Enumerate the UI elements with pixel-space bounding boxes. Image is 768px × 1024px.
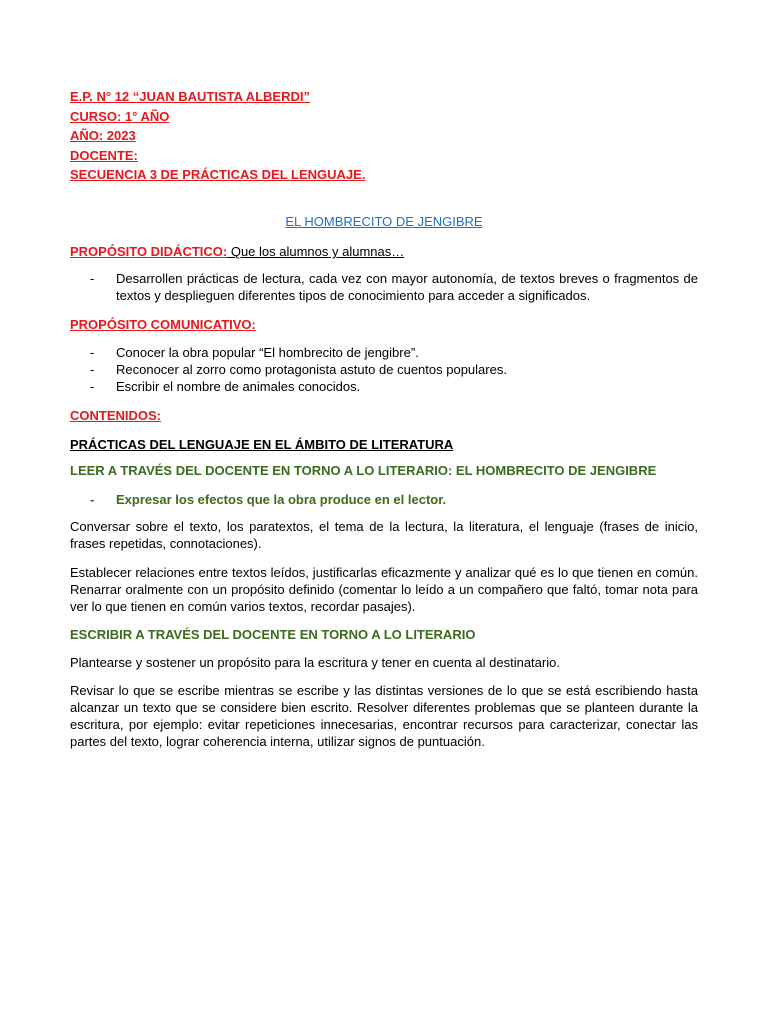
escribir-heading (70, 626, 698, 643)
ambito-heading (70, 436, 698, 453)
bullet-dash: - (90, 345, 95, 360)
bullet-dash: - (90, 492, 95, 507)
list-item-text: Escribir el nombre de animales conocidos. (116, 379, 361, 394)
school-name: E.P. N° 12 “JUAN BAUTISTA ALBERDI” (70, 89, 310, 104)
anio-line: AÑO: 2023 (70, 128, 136, 143)
proposito-didactico-text: Que los alumnos y alumnas… (227, 244, 405, 259)
list-item (70, 361, 698, 378)
contenidos-label: CONTENIDOS: (70, 408, 161, 423)
list-item (70, 344, 698, 361)
list-item-text: Conocer la obra popular “El hombrecito de jengibre”. (116, 345, 419, 360)
proposito-didactico-label: PROPÓSITO DIDÁCTICO: (70, 244, 228, 259)
list-item-text: Reconocer al zorro como protagonista astuto de cuentos populares. (116, 362, 507, 377)
leer-heading (70, 462, 698, 479)
list-item (70, 270, 698, 304)
list-item (70, 491, 698, 508)
paragraph-2: Establecer relaciones entre textos leídos, justificarlas eficazmente y analizar qué es lo que tienen en común. Renarrar oralmente con un propósito definido (comentar lo leído a un compañero que faltó, tomar nota para ver lo que tienen en común varios textos, recordar pasajes). (70, 565, 698, 614)
bullet-dash: - (90, 362, 95, 377)
paragraph-3: Plantearse y sostener un propósito para la escritura y tener en cuenta al destinatario. (70, 655, 560, 670)
proposito-didactico-heading (70, 243, 698, 260)
document-title: EL HOMBRECITO DE JENGIBRE (285, 214, 483, 229)
bullet-dash: - (90, 379, 95, 394)
paragraph-1: Conversar sobre el texto, los paratextos, el tema de la lectura, la literatura, el lenguaje (frases de inicio, frases repetidas, connotaciones). (70, 519, 698, 551)
list-item-text: Desarrollen prácticas de lectura, cada vez con mayor autonomía, de textos breves o fragmentos de textos y desplieguen diferentes tipos de conocimiento para acceder a significados. (116, 271, 698, 303)
proposito-comunicativo-label: PROPÓSITO COMUNICATIVO: (70, 317, 256, 332)
proposito-didactico-list (70, 270, 698, 304)
docente-line: DOCENTE: (70, 147, 138, 163)
list-item-text: Expresar los efectos que la obra produce en el lector. (116, 492, 447, 507)
paragraph-4: Revisar lo que se escribe mientras se escribe y las distintas versiones de lo que se está escribiendo hasta alcanzar un texto que se considere bien escrito. Resolver diferentes problemas que se planteen durante la escritura, por ejemplo: evitar repeticiones innecesarias, encontrar recursos para caracterizar, conectar las partes del texto, lograr coherencia interna, utilizar signos de puntuación. (70, 683, 698, 749)
list-item (70, 378, 698, 395)
proposito-comunicativo-heading (70, 316, 698, 333)
curso-line: CURSO: 1° AÑO (70, 108, 170, 124)
leer-list (70, 491, 698, 508)
bullet-dash: - (90, 271, 95, 286)
ambito-label: PRÁCTICAS DEL LENGUAJE EN EL ÁMBITO DE LITERATURA (70, 437, 454, 452)
contenidos-heading (70, 407, 698, 424)
secuencia-line: SECUENCIA 3 DE PRÁCTICAS DEL LENGUAJE. (70, 167, 366, 182)
leer-heading-label: LEER A TRAVÉS DEL DOCENTE EN TORNO A LO LITERARIO: EL HOMBRECITO DE JENGIBRE (70, 463, 657, 478)
escribir-heading-label: ESCRIBIR A TRAVÉS DEL DOCENTE EN TORNO A LO LITERARIO (70, 627, 476, 642)
proposito-comunicativo-list (70, 344, 698, 395)
header-block (70, 87, 698, 185)
